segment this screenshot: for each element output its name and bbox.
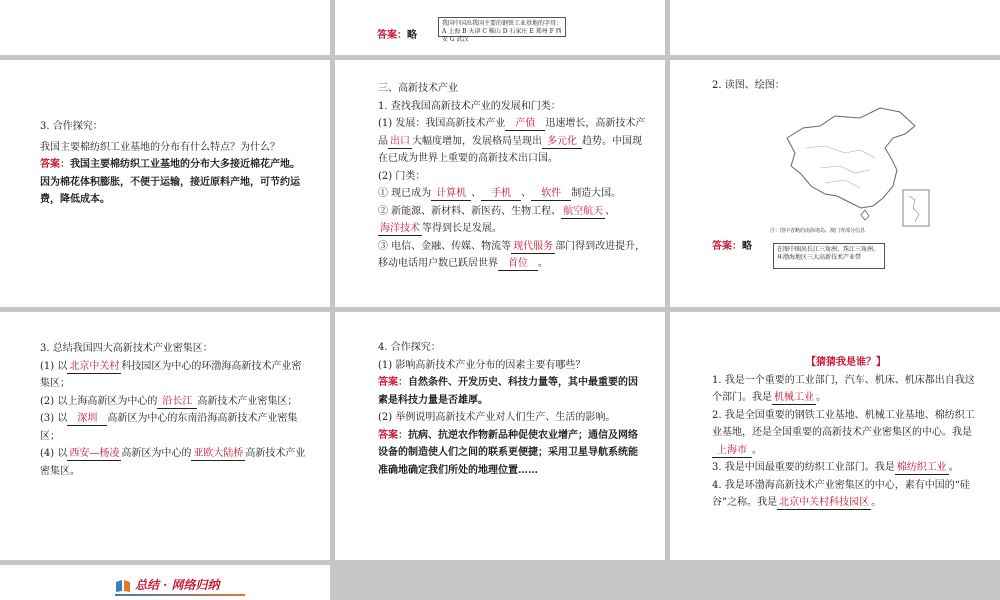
blank-answer: 手机 — [481, 187, 521, 201]
book-icon — [115, 579, 131, 593]
text-fragment: 高新技术产业密集区。 — [40, 448, 306, 477]
blank-answer: 航空航天 — [563, 205, 604, 217]
quiz-item-2 — [712, 407, 980, 460]
banner-underline — [115, 594, 245, 596]
answer-label: 答案： — [378, 377, 408, 388]
slide-four-zones — [0, 312, 330, 560]
answer-text: 自然条件、开发历史、科技力量等，其中最重要的因素是科技力量是否雄厚。 — [378, 377, 638, 406]
text-fragment: 3. 我是中国最重要的纺织工业部门。我是 — [712, 462, 895, 473]
text-fragment: 。 — [538, 258, 548, 269]
blank-answer: 出口 — [390, 135, 410, 147]
answer-line — [712, 238, 752, 256]
china-outline-map — [765, 98, 935, 228]
text-fragment: 1. 我是一个重要的工业部门，汽车、机床、机床都出自我这个部门。我是 — [712, 374, 975, 403]
answer-label: 答案： — [377, 30, 407, 41]
blank-answer: 西安—杨凌 — [69, 448, 120, 459]
slide-top-left — [0, 0, 330, 55]
section-heading: 4. 合作探究： — [378, 342, 441, 353]
blank-answer: 棉纺织工业 — [896, 462, 947, 473]
text-fragment: (1) 发展：我国高新技术产业 — [378, 118, 506, 129]
zone-2 — [40, 393, 310, 411]
map-legend-note: 注：图中省略的南海诸岛、澳门等部分信息 — [770, 228, 866, 234]
text-fragment: 。 — [752, 444, 762, 456]
blank-answer: 上海市 — [712, 444, 752, 458]
slide-top-middle — [335, 0, 665, 55]
answer-block — [40, 156, 308, 209]
type-2: ② 新能源、新材料、新医药、生物工程、 航空航天 、海洋技术 等得到长足发展。 — [378, 205, 616, 234]
text-fragment: 高新区为中心的东南沿海高新技术产业密集区； — [40, 413, 298, 442]
text-fragment: 科技园区为中心的环渤海高新技术产业密集区； — [40, 360, 302, 389]
blank-answer: 产值 — [505, 117, 545, 131]
text-fragment: 部门得到改进提升，移动电话用户数已跃居世界 — [378, 240, 646, 269]
blank-answer: 现代服务 — [513, 240, 554, 252]
blank-answer: 沿长江 — [157, 395, 197, 409]
zone-4 — [40, 445, 310, 480]
answer-text: 略 — [407, 30, 417, 41]
blank-answer: 软件 — [531, 187, 571, 201]
blank-answer: 深圳 — [67, 412, 107, 426]
answer-2 — [378, 427, 647, 480]
section-heading: 3. 合作探究： — [40, 121, 103, 132]
development-paragraph — [378, 115, 647, 168]
zone-3 — [40, 410, 310, 445]
question-text: 我国主要棉纺织工业基地的分布有什么特点？为什么？ — [40, 141, 280, 153]
text-fragment: (1) 以 — [40, 360, 68, 372]
text-fragment: 4. 我是环渤海高新技术产业密集区的中心，素有中国的“硅谷”之称。我是 — [712, 479, 970, 508]
text-fragment: 大幅度增加，发展格局呈现出 — [412, 135, 542, 147]
answer-line — [377, 27, 417, 45]
text-fragment: (3) 以 — [40, 413, 68, 424]
blank-answer: 北京中关村 — [69, 360, 120, 372]
blank-answer: 海洋技术 — [380, 223, 420, 234]
blank-answer: 北京中关村科技园区 — [779, 497, 870, 508]
quiz-item-4 — [712, 477, 980, 512]
china-map — [765, 98, 935, 228]
question-2: (2) 举例说明高新技术产业对人们生产、生活的影响。 — [378, 412, 616, 423]
summary-banner-text: 总结 · 网络归纳 — [135, 578, 220, 592]
slide-high-tech-industry — [335, 60, 665, 307]
text-fragment: 高新技术产业密集区； — [197, 395, 298, 407]
answer-label: 答案： — [40, 159, 70, 170]
type-1: ① 现已成为 计算机 、 手机 、 软件 制造大国。 — [378, 188, 622, 199]
question-1: 1. 查找我国高新技术产业的发展和门类： — [378, 100, 561, 112]
answer-text: 我国主要棉纺织工业基地的分布大多接近棉花产地。因为棉花体积膨胀，不便于运输，接近原料产地，可节约运费，降低成本。 — [40, 159, 300, 205]
text-fragment: ① 现已成为 — [378, 188, 432, 199]
text-fragment: 2. 我是全国重要的钢铁工业基地、机械工业基地、棉纺织工业基地，还是全国重要的高新技术产业密集区的中心。我是 — [712, 409, 975, 438]
blank-answer: 亚欧大陆桥 — [193, 448, 244, 459]
text-fragment: 迅速增长，高新技术产品 — [378, 118, 646, 147]
slide-read-map — [670, 60, 1000, 307]
blank-answer: 计算机 — [431, 187, 471, 201]
answer-text: 略 — [742, 241, 752, 252]
question-1: (1) 影响高新技术产业分布的因素主要有哪些？ — [378, 359, 586, 371]
text-fragment: 。 — [816, 392, 826, 403]
answer-text: 抗病、抗逆农作物新品种促使农业增产；通信及网络设备的制造使人们之间的联系更便捷；采用卫星导航系统能准确地确定我们所处的地理位置…… — [378, 429, 638, 476]
slide-summary — [0, 565, 330, 600]
text-fragment: ② 新能源、新材料、新医药、生物工程、 — [378, 205, 562, 217]
map-caption: 在图中圈出长江三角洲、珠江三角洲、环渤海地区三大高新技术产业带 — [773, 243, 885, 269]
text-fragment: ③ 电信、金融、传媒、物流等 — [378, 240, 512, 252]
zone-1 — [40, 358, 310, 393]
text-fragment: 等得到长足发展。 — [422, 223, 502, 234]
quiz-title: 【猜猜我是谁？】 — [806, 357, 886, 368]
answer-label: 答案： — [378, 429, 408, 441]
summary-banner — [115, 577, 220, 595]
section-heading: 2. 读图、绘图： — [712, 80, 785, 91]
steel-map-caption: 我国中国出我国主要的钢铁工业基地的字母：A 上海 B 天津 C 鞍山 D 石家庄 E 郑州 F 西安 G 武汉 — [438, 17, 566, 37]
types-heading: (2) 门类： — [378, 170, 426, 182]
slide-guess-who — [670, 312, 1000, 560]
quiz-item-3 — [712, 459, 980, 477]
answer-1 — [378, 374, 647, 409]
type-3 — [378, 238, 647, 273]
slide-cotton-inquiry — [0, 60, 330, 307]
slide-top-right — [670, 0, 1000, 55]
text-fragment: (4) 以 — [40, 448, 68, 459]
section-heading: 3. 总结我国四大高新技术产业密集区： — [40, 343, 213, 354]
blank-answer: 机械工业 — [774, 392, 814, 403]
section-title: 三、高新技术产业 — [378, 83, 458, 94]
text-fragment: 趋势。中国现在已成为世界上重要的高新技术出口国。 — [378, 135, 642, 164]
slide-factors-inquiry — [335, 312, 665, 560]
text-fragment: 。 — [948, 462, 959, 473]
text-fragment: (2) 以上海高新区为中心的 — [40, 395, 158, 407]
text-fragment: 高新区为中心的 — [121, 448, 192, 459]
text-fragment: 。 — [871, 497, 882, 508]
blank-answer: 首位 — [498, 257, 538, 271]
quiz-item-1 — [712, 372, 980, 407]
answer-label: 答案： — [712, 241, 742, 252]
text-fragment: 制造大国。 — [571, 188, 622, 199]
blank-answer: 多元化 — [542, 135, 582, 149]
